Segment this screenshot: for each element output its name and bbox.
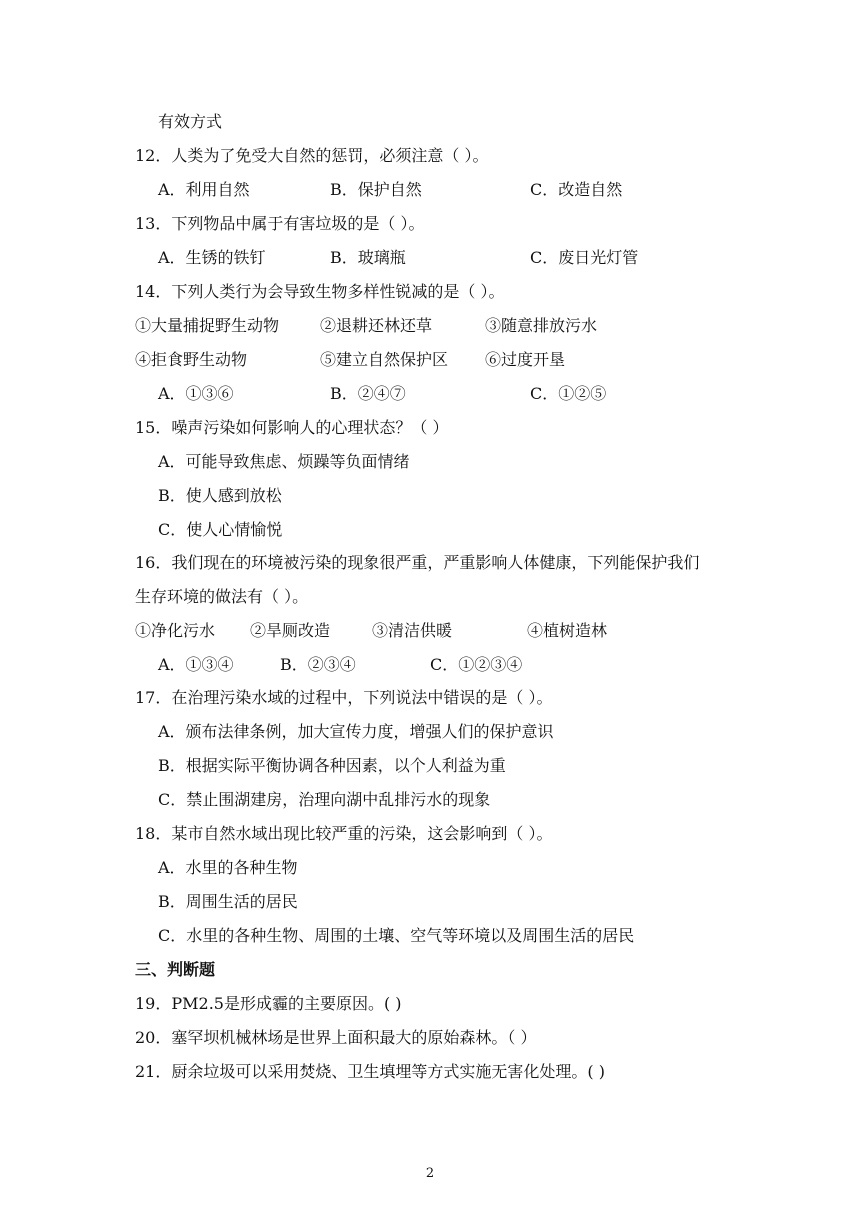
- question-15: 15．噪声污染如何影响人的心理状态？（ ）: [135, 418, 449, 437]
- option-b: B．周围生活的居民: [158, 892, 298, 911]
- statement-item: ⑤建立自然保护区: [320, 350, 449, 369]
- option-c: C．禁止围湖建房，治理向湖中乱排污水的现象: [158, 790, 491, 809]
- question-16-continued: 生存环境的做法有（ ）。: [135, 587, 309, 606]
- option-a: A．水里的各种生物: [158, 858, 298, 877]
- option-c: C．水里的各种生物、周围的土壤、空气等环境以及周围生活的居民: [158, 926, 635, 945]
- statement-item: ④植树造林: [527, 621, 608, 640]
- question-20: 20．塞罕坝机械林场是世界上面积最大的原始森林。（ ）: [135, 1028, 537, 1047]
- option-c: C．废日光灯管: [530, 248, 639, 267]
- question-12: 12．人类为了免受大自然的惩罚，必须注意（ ）。: [135, 146, 489, 165]
- option-a: A．利用自然: [158, 180, 250, 199]
- question-19: 19．PM2.5是形成霾的主要原因。( ): [135, 994, 402, 1013]
- question-17: 17．在治理污染水域的过程中，下列说法中错误的是（ ）。: [135, 688, 553, 707]
- option-c: C．使人心情愉悦: [158, 520, 283, 539]
- question-14: 14．下列人类行为会导致生物多样性锐减的是（ ）。: [135, 282, 505, 301]
- option-a: A．①③⑥: [158, 384, 234, 403]
- statement-item: ②旱厕改造: [250, 621, 331, 640]
- option-b: B．保护自然: [330, 180, 422, 199]
- option-b: B．玻璃瓶: [330, 248, 406, 267]
- option-c: C．①②⑤: [530, 384, 607, 403]
- question-18: 18．某市自然水域出现比较严重的污染，这会影响到（ ）。: [135, 824, 553, 843]
- option-b: B．②③④: [280, 655, 356, 674]
- option-b: B．使人感到放松: [158, 486, 282, 505]
- text-line: 有效方式: [158, 112, 223, 131]
- option-a: A．颁布法律条例，加大宣传力度，增强人们的保护意识: [158, 722, 554, 741]
- option-c: C．①②③④: [430, 655, 523, 674]
- option-a: A．①③④: [158, 655, 234, 674]
- page-number: 2: [425, 1166, 435, 1181]
- section-heading: 三、判断题: [135, 960, 216, 979]
- question-21: 21．厨余垃圾可以采用焚烧、卫生填埋等方式实施无害化处理。( ): [135, 1062, 605, 1081]
- statement-item: ③清洁供暖: [372, 621, 453, 640]
- option-c: C．改造自然: [530, 180, 623, 199]
- option-b: B．②④⑦: [330, 384, 406, 403]
- statement-item: ②退耕还林还草: [320, 316, 433, 335]
- statement-item: ④拒食野生动物: [135, 350, 248, 369]
- statement-item: ③随意排放污水: [485, 316, 598, 335]
- statement-item: ①净化污水: [135, 621, 216, 640]
- question-16: 16．我们现在的环境被污染的现象很严重，严重影响人体健康，下列能保护我们: [135, 553, 700, 572]
- statement-item: ①大量捕捉野生动物: [135, 316, 280, 335]
- option-a: A．生锈的铁钉: [158, 248, 266, 267]
- option-a: A．可能导致焦虑、烦躁等负面情绪: [158, 452, 410, 471]
- question-13: 13．下列物品中属于有害垃圾的是（ ）。: [135, 214, 425, 233]
- statement-item: ⑥过度开垦: [485, 350, 566, 369]
- option-b: B．根据实际平衡协调各种因素，以个人利益为重: [158, 756, 506, 775]
